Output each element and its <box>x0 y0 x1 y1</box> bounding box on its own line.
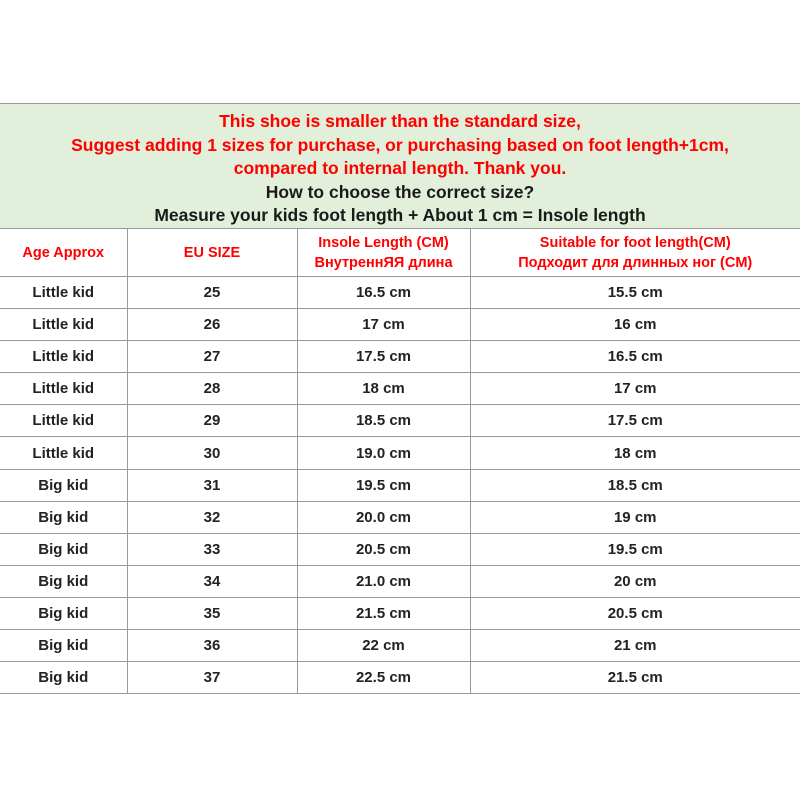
cell-insole-length: 18 cm <box>297 373 470 405</box>
table-row <box>0 533 800 565</box>
table-row <box>0 597 800 629</box>
header-insole-length <box>297 229 470 277</box>
notice-line-compared-internal-length: compared to internal length. Thank you. <box>233 158 567 178</box>
table-row <box>0 373 800 405</box>
cell-foot-length: 17 cm <box>470 373 800 405</box>
cell-insole-length: 19.5 cm <box>297 469 470 501</box>
cell-foot-length: 19 cm <box>470 501 800 533</box>
cell-foot-length: 16 cm <box>470 309 800 341</box>
table-row <box>0 469 800 501</box>
header-insole-length-en: Insole Length (CM) <box>318 234 449 251</box>
cell-insole-length: 22 cm <box>297 630 470 662</box>
notice-line-how-to-choose: How to choose the correct size? <box>265 181 535 202</box>
cell-foot-length: 15.5 cm <box>470 277 800 309</box>
table-row <box>0 277 800 309</box>
cell-eu-size: 30 <box>127 437 297 469</box>
cell-eu-size: 35 <box>127 597 297 629</box>
size-notice-banner <box>0 103 800 228</box>
notice-line-measure-formula: Measure your kids foot length + About 1 cm = Insole length <box>154 205 646 225</box>
cell-foot-length: 21.5 cm <box>470 662 800 694</box>
cell-age-approx: Little kid <box>0 437 127 469</box>
cell-age-approx: Big kid <box>0 630 127 662</box>
cell-age-approx: Little kid <box>0 309 127 341</box>
cell-foot-length: 20 cm <box>470 565 800 597</box>
cell-insole-length: 19.0 cm <box>297 437 470 469</box>
cell-foot-length: 21 cm <box>470 630 800 662</box>
cell-eu-size: 29 <box>127 405 297 437</box>
cell-age-approx: Big kid <box>0 565 127 597</box>
cell-age-approx: Big kid <box>0 662 127 694</box>
cell-insole-length: 21.0 cm <box>297 565 470 597</box>
cell-foot-length: 18 cm <box>470 437 800 469</box>
cell-foot-length: 17.5 cm <box>470 405 800 437</box>
cell-age-approx: Little kid <box>0 373 127 405</box>
table-row <box>0 501 800 533</box>
cell-eu-size: 27 <box>127 341 297 373</box>
cell-eu-size: 37 <box>127 662 297 694</box>
cell-insole-length: 17 cm <box>297 309 470 341</box>
cell-eu-size: 32 <box>127 501 297 533</box>
cell-foot-length: 20.5 cm <box>470 597 800 629</box>
cell-insole-length: 22.5 cm <box>297 662 470 694</box>
cell-foot-length: 19.5 cm <box>470 533 800 565</box>
notice-line-smaller-than-standard: This shoe is smaller than the standard size, <box>219 111 581 131</box>
cell-eu-size: 26 <box>127 309 297 341</box>
table-row <box>0 565 800 597</box>
cell-insole-length: 20.5 cm <box>297 533 470 565</box>
cell-age-approx: Little kid <box>0 277 127 309</box>
cell-foot-length: 16.5 cm <box>470 341 800 373</box>
table-row <box>0 662 800 694</box>
header-age-approx: Age Approx <box>0 229 127 277</box>
cell-eu-size: 28 <box>127 373 297 405</box>
cell-eu-size: 33 <box>127 533 297 565</box>
cell-insole-length: 18.5 cm <box>297 405 470 437</box>
cell-age-approx: Little kid <box>0 341 127 373</box>
table-row <box>0 437 800 469</box>
cell-age-approx: Big kid <box>0 533 127 565</box>
header-foot-length-ru: Подходит для длинных ног (CM) <box>518 254 753 271</box>
cell-eu-size: 36 <box>127 630 297 662</box>
cell-eu-size: 34 <box>127 565 297 597</box>
header-eu-size: EU SIZE <box>127 229 297 277</box>
table-row <box>0 309 800 341</box>
size-table-body <box>0 277 800 694</box>
cell-age-approx: Big kid <box>0 469 127 501</box>
table-row <box>0 630 800 662</box>
cell-insole-length: 20.0 cm <box>297 501 470 533</box>
header-foot-length <box>470 229 800 277</box>
cell-age-approx: Little kid <box>0 405 127 437</box>
notice-line-suggest-adding-size: Suggest adding 1 sizes for purchase, or purchasing based on foot length+1cm, <box>71 134 729 155</box>
cell-eu-size: 25 <box>127 277 297 309</box>
header-foot-length-en: Suitable for foot length(CM) <box>539 234 731 251</box>
cell-foot-length: 18.5 cm <box>470 469 800 501</box>
table-header-row <box>0 229 800 277</box>
header-insole-length-ru: ВнутреннЯЯ длина <box>314 254 453 271</box>
table-row <box>0 405 800 437</box>
cell-insole-length: 21.5 cm <box>297 597 470 629</box>
cell-insole-length: 16.5 cm <box>297 277 470 309</box>
size-chart <box>0 103 800 694</box>
cell-age-approx: Big kid <box>0 597 127 629</box>
cell-eu-size: 31 <box>127 469 297 501</box>
cell-age-approx: Big kid <box>0 501 127 533</box>
cell-insole-length: 17.5 cm <box>297 341 470 373</box>
table-row <box>0 341 800 373</box>
size-table <box>0 228 800 694</box>
